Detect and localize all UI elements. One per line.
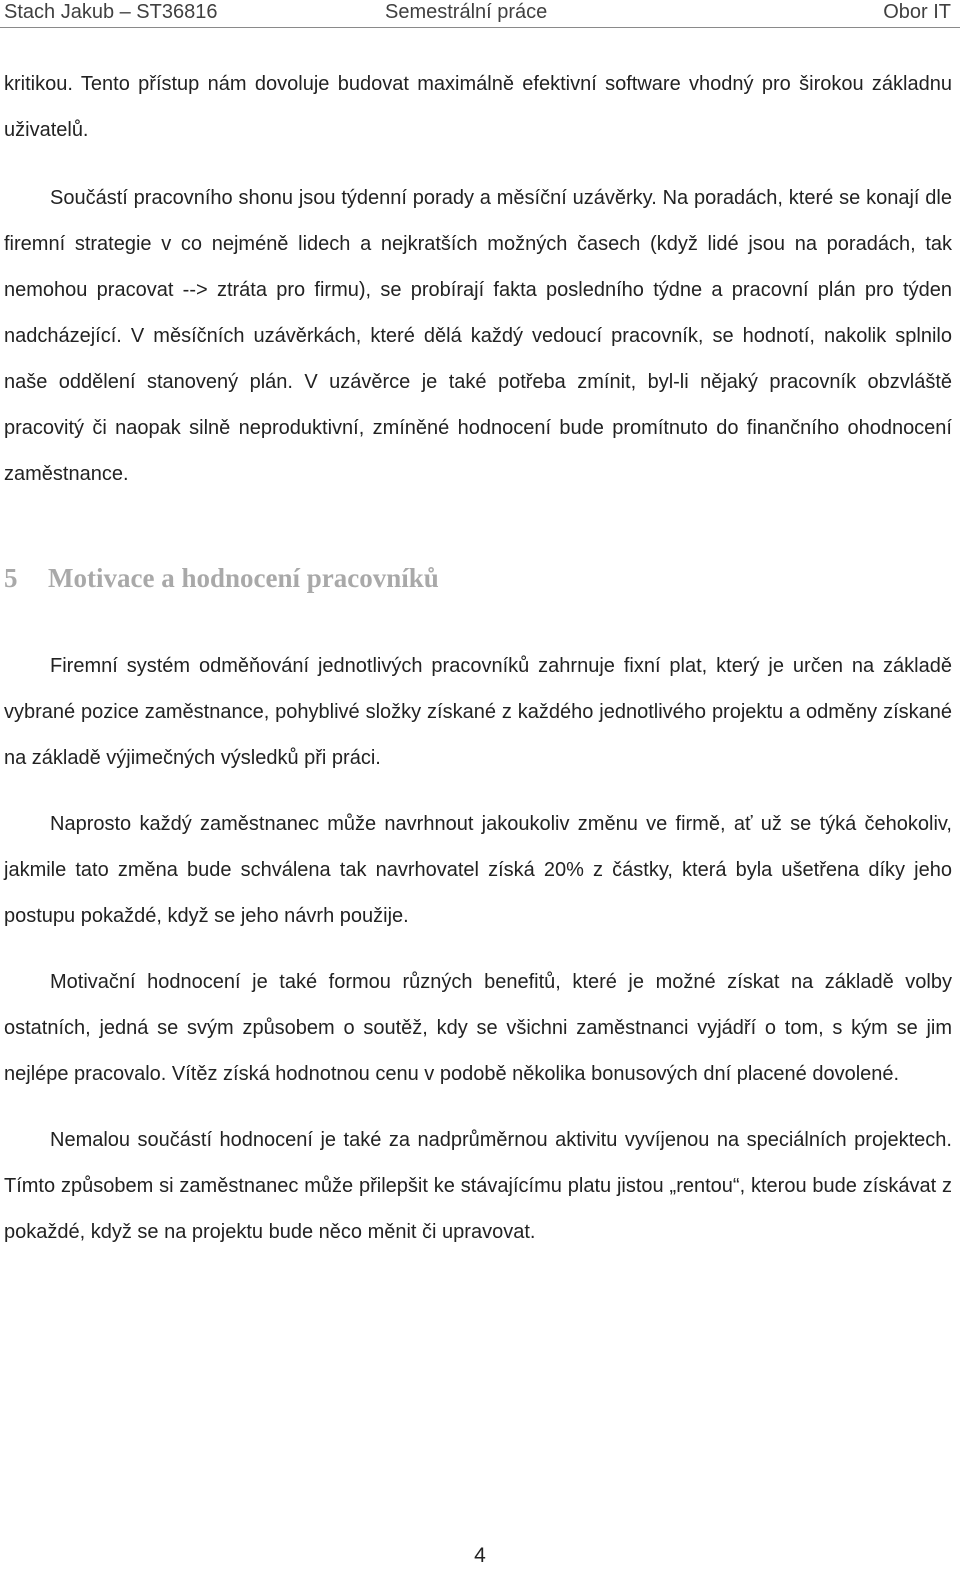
- section-number: 5: [4, 563, 18, 593]
- page-header: [0, 0, 960, 28]
- page-number: 4: [474, 1544, 486, 1567]
- paragraph-reward-system: Firemní systém odměňování jednotlivých pracovníků zahrnuje fixní plat, který je určen na základě vybrané pozice zaměstnance, pohyblivé složky získané z každého jednotlivého projektu a odměny získané na základě výjimečných výsledků při práci.: [4, 655, 952, 769]
- header-author: Stach Jakub – ST36816: [4, 1, 218, 23]
- paragraph-improvement-proposals: Naprosto každý zaměstnanec může navrhnout jakoukoliv změnu ve firmě, ať už se týká čehokoliv, jakmile tato změna bude schválena tak navrhovatel získá 20% z částky, která byla ušetřena díky jeho postupu pokaždé, když se jeho návrh použije.: [4, 813, 952, 927]
- section-title: Motivace a hodnocení pracovníků: [48, 563, 439, 593]
- paragraph-benefits: Motivační hodnocení je také formou různých benefitů, které je možné získat na základě volby ostatních, jedná se svým způsobem o soutěž, kdy se všichni zaměstnanci vyjádří o tom, s kým se jim nejlépe pracovalo. Vítěz získá hodnotnou cenu v podobě několika bonusových dní placené dovolené.: [4, 971, 952, 1085]
- paragraph-meetings: Součástí pracovního shonu jsou týdenní porady a měsíční uzávěrky. Na poradách, které se konají dle firemní strategie v co nejméně lidech a nejkratších možných časech (když lidé jsou na poradách, tak nemohou pracovat --> ztráta pro firmu), se probírají fakta posledního týdne a pracovní plán pro týden nadcházející. V měsíčních uzávěrkách, které dělá každý vedoucí pracovník, se hodnotí, nakolik splnilo naše oddělení stanovený plán. V uzávěrce je také potřeba zmínit, byl-li nějaký pracovník obzvláště pracovitý či naopak silně neproduktivní, zmíněné hodnocení bude promítnuto do finančního ohodnocení zaměstnance.: [4, 187, 952, 485]
- header-document-type: Semestrální práce: [385, 1, 548, 23]
- paragraph-special-projects: Nemalou součástí hodnocení je také za nadprůměrnou aktivitu vyvíjenou na speciálních projektech. Tímto způsobem si zaměstnanec může přilepšit ke stávajícímu platu jistou „rentou“, kterou bude získávat z pokaždé, když se na projektu bude něco měnit či upravovat.: [4, 1129, 952, 1243]
- page-content: [4, 61, 952, 1255]
- header-field: Obor IT: [883, 1, 951, 23]
- section-heading: [4, 555, 952, 601]
- paragraph-continuation: kritikou. Tento přístup nám dovoluje budovat maximálně efektivní software vhodný pro širokou základnu uživatelů.: [4, 73, 952, 141]
